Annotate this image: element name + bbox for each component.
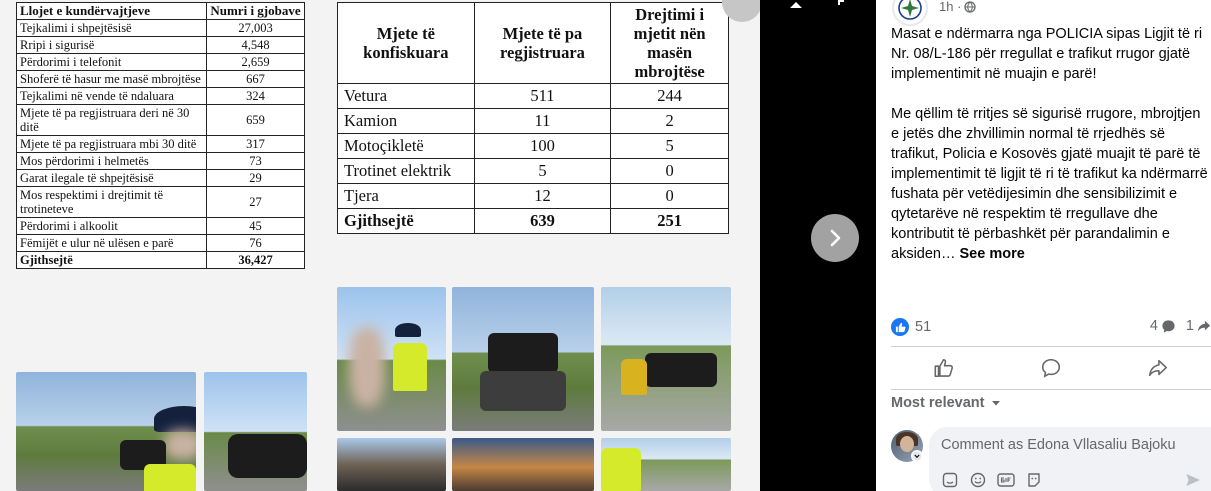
table-cell: 12 [474, 184, 611, 209]
table-cell: Motoçikletë [338, 134, 475, 159]
send-comment-button[interactable] [1184, 471, 1202, 489]
violations-table [16, 2, 305, 269]
officer-vest [144, 464, 196, 491]
table-row [338, 184, 729, 209]
comment-sort-dropdown[interactable] [891, 395, 1002, 411]
table-cell: 667 [207, 71, 305, 88]
table-cell: Mjete të pa regjistruara mbi 30 ditë [17, 136, 207, 153]
table-cell: 27,003 [207, 20, 305, 37]
table-total-cell: 639 [474, 209, 611, 234]
photo-officer-interview [337, 287, 446, 431]
table-row [17, 20, 305, 37]
table-cell: 73 [207, 153, 305, 170]
avatar-status-icon [911, 450, 923, 462]
comment-icon [1040, 357, 1062, 379]
table-cell: 244 [611, 84, 729, 109]
table-cell: Mjete të pa regjistruara deri në 30 ditë [17, 105, 207, 136]
table-total-row [338, 209, 729, 234]
table-total-cell: 251 [611, 209, 729, 234]
confiscated-vehicles-table [337, 2, 729, 234]
table-cell: 5 [474, 159, 611, 184]
table-total-cell: Gjithsejtë [338, 209, 475, 234]
table-header-row [338, 3, 729, 84]
table-row [338, 84, 729, 109]
table-cell: Përdorimi i telefonit [17, 54, 207, 71]
comment-composer [929, 427, 1211, 491]
table-header-row [17, 3, 305, 20]
black-car [228, 434, 307, 478]
thumbs-up-icon [895, 322, 906, 333]
table-cell: 11 [474, 109, 611, 134]
post-side-panel [876, 0, 1211, 491]
table-row [17, 54, 305, 71]
photo-roadside-check [204, 372, 307, 491]
table-total-cell: Gjithsejtë [17, 252, 207, 269]
officer-face [164, 430, 196, 460]
table-cell: Përdorimi i alkoolit [17, 218, 207, 235]
engagement-counts [1150, 318, 1211, 334]
sticker-icon [942, 472, 958, 488]
table-row [17, 235, 305, 252]
table-cell: 0 [611, 159, 729, 184]
photo-tow-truck-2 [601, 287, 731, 431]
table-cell: 511 [474, 84, 611, 109]
table-row [17, 187, 305, 218]
table-row [17, 153, 305, 170]
table-cell: 2,659 [207, 54, 305, 71]
gif-button[interactable] [997, 471, 1015, 489]
table-total-row [17, 252, 305, 269]
table-row [17, 105, 305, 136]
table-row [338, 159, 729, 184]
table-row [17, 170, 305, 187]
towed-car [488, 333, 558, 373]
viewer-top-icons [782, 0, 852, 12]
table-header-cell: Drejtimi i mjetit nën masën mbrojtëse [611, 3, 729, 84]
post-action-bar [891, 349, 1211, 387]
table-cell: 2 [611, 109, 729, 134]
table-cell: 45 [207, 218, 305, 235]
table-cell: 0 [611, 184, 729, 209]
share-button[interactable] [1113, 351, 1203, 385]
towed-car [645, 353, 717, 387]
thumbs-up-icon [933, 357, 955, 379]
table-cell: Kamion [338, 109, 475, 134]
like-reaction-icon[interactable] [891, 318, 909, 336]
table-cell: 324 [207, 88, 305, 105]
post-body [891, 24, 1211, 284]
table-cell: Rripi i sigurisë [17, 37, 207, 54]
gif-icon [997, 472, 1015, 488]
emoji-icon [970, 472, 986, 488]
table-cell: Tejkalimi në vende të ndaluara [17, 88, 207, 105]
see-more-link[interactable]: See more [959, 246, 1025, 262]
table-cell: 4,548 [207, 37, 305, 54]
share-small-icon [1197, 319, 1211, 333]
share-icon [1147, 357, 1169, 379]
table-header-cell: Llojet e kundërvajtjeve [17, 3, 207, 20]
table-cell: 317 [207, 136, 305, 153]
post-timestamp[interactable] [939, 0, 976, 14]
table-row [17, 37, 305, 54]
next-photo-button[interactable] [811, 214, 859, 262]
table-cell: 27 [207, 187, 305, 218]
table-total-cell: 36,427 [207, 252, 305, 269]
table-header-cell: Mjete të konfiskuara [338, 3, 475, 84]
share-count[interactable]: 1 [1186, 318, 1211, 334]
table-cell: Shoferë të hasur me masë mbrojtëse [17, 71, 207, 88]
photo-officer-notes [601, 438, 731, 491]
comment-bubble-icon [1161, 319, 1176, 334]
photo-police-road [16, 372, 196, 491]
divider [891, 346, 1211, 347]
send-icon [1185, 472, 1201, 488]
table-header-cell: Numri i gjobave [207, 3, 305, 20]
comment-tools [941, 471, 1043, 489]
table-cell: Mos përdorimi i helmetës [17, 153, 207, 170]
globe-icon [964, 1, 976, 13]
divider [891, 389, 1211, 390]
reaction-summary [891, 316, 1211, 338]
table-cell: Tjera [338, 184, 475, 209]
post-paragraph: Me qëllim të rritjes së sigurisë rrugore, mbrojtjen e jetës dhe zhvillimin normal të rrjedhës së trafikut, Policia e Kosovës gjatë muajit të parë të implementimit të ligjit të ri të trafikut ka ndërmarrë fushata për vetëdijesimin dhe sensibilizimit e qytetarëve në respektim të rregullave dhe kontributit të përbashkët për parandalimin e aksiden… See more [891, 106, 1208, 262]
like-count[interactable]: 51 [915, 319, 932, 335]
photo-car-interior [337, 438, 446, 491]
post-paragraph: Masat e ndërmarra nga POLICIA sipas Ligjit të ri Nr. 08/L-186 për rregullat e trafikut rrugor gjatë implementimit në muajin e parë! [891, 26, 1203, 82]
table-row [338, 109, 729, 134]
comment-button[interactable] [1006, 351, 1096, 385]
tow-truck-cabin [621, 359, 647, 395]
table-row [17, 71, 305, 88]
table-cell: Mos respektimi i drejtimit të trotineteve [17, 187, 207, 218]
avatar-sticker-button[interactable] [1025, 471, 1043, 489]
sticker-button[interactable] [941, 471, 959, 489]
table-row [17, 218, 305, 235]
caret-down-icon [990, 397, 1002, 409]
table-cell: 29 [207, 170, 305, 187]
emoji-button[interactable] [969, 471, 987, 489]
table-cell: Garat ilegale të shpejtësisë [17, 170, 207, 187]
table-row [17, 136, 305, 153]
blurred-person [349, 327, 385, 407]
chevron-right-icon [823, 226, 847, 250]
table-row [17, 88, 305, 105]
like-button[interactable] [899, 351, 989, 385]
photo-tow-truck-1 [452, 287, 594, 431]
officer-vest [393, 343, 427, 391]
table-cell: Tejkalimi i shpejtësisë [17, 20, 207, 37]
avatar-sticker-icon [1026, 472, 1042, 488]
table-cell: 659 [207, 105, 305, 136]
police-badge-icon [897, 0, 923, 21]
photo-motorcycles [452, 438, 594, 491]
table-cell: Vetura [338, 84, 475, 109]
tow-truck-bed [480, 371, 566, 411]
comment-input[interactable] [941, 437, 1201, 453]
diamond-icon [790, 2, 802, 8]
table-row [338, 134, 729, 159]
chevron-down-icon [912, 451, 922, 461]
police-cap [395, 323, 421, 337]
police-cap [154, 406, 196, 432]
sort-label: Most relevant [891, 395, 985, 411]
table-cell: Trotinet elektrik [338, 159, 475, 184]
table-cell: 100 [474, 134, 611, 159]
table-cell: Fëmijët e ulur në ulësen e parë [17, 235, 207, 252]
time-label: 1h · [939, 0, 962, 14]
comment-count[interactable]: 4 [1150, 318, 1176, 334]
table-cell: 76 [207, 235, 305, 252]
table-cell: 5 [611, 134, 729, 159]
table-header-cell: Mjete të pa regjistruara [474, 3, 611, 84]
officer-vest [601, 448, 641, 491]
page-avatar[interactable] [892, 0, 928, 26]
